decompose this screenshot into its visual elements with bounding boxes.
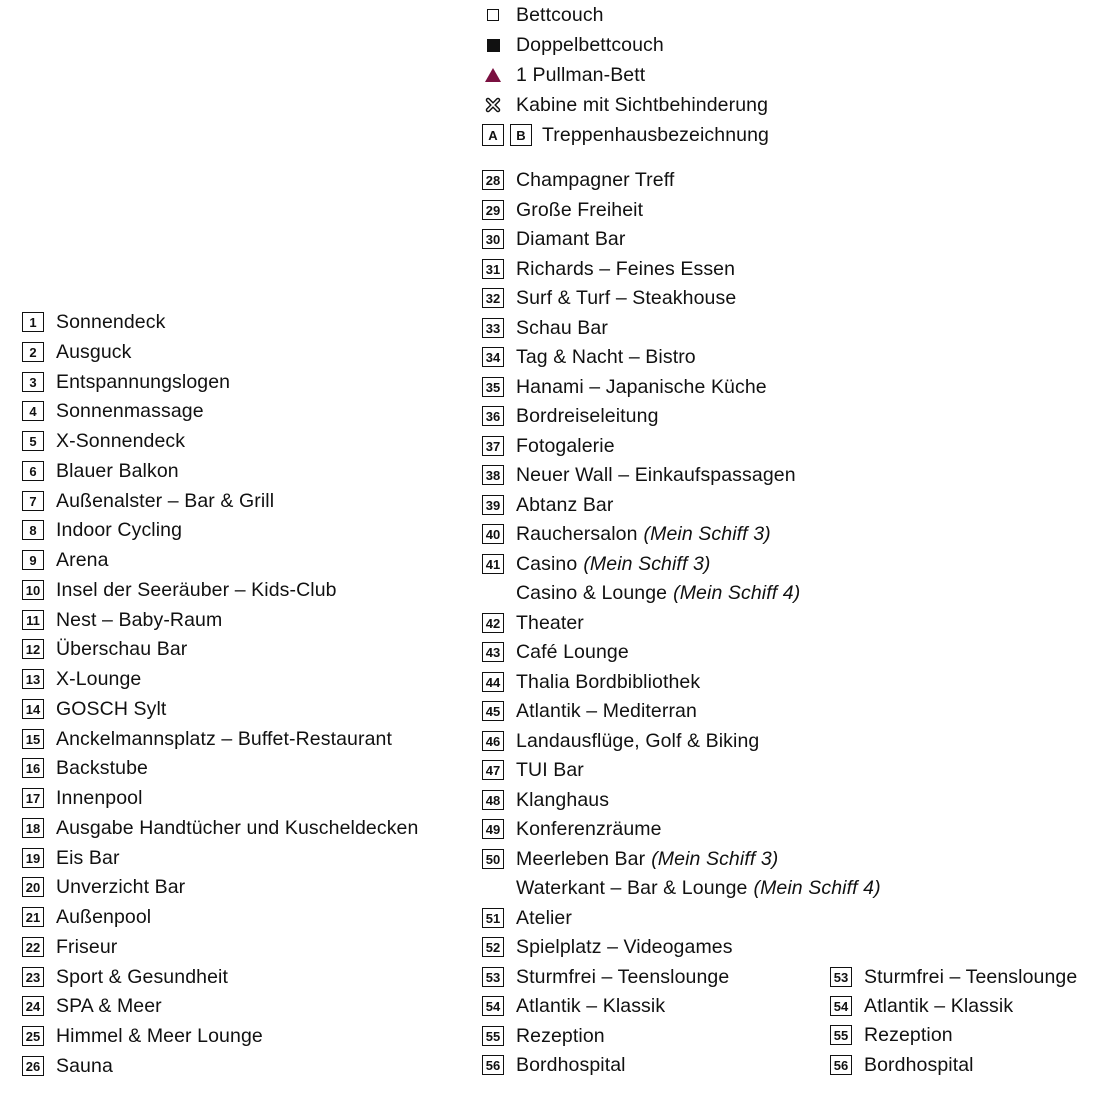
- list-item: [482, 757, 584, 783]
- item-number-badge: 12: [22, 639, 44, 659]
- item-number-badge: 19: [22, 848, 44, 868]
- item-label: [516, 671, 700, 694]
- item-label-text: Theater: [516, 611, 584, 634]
- item-label: [516, 936, 733, 959]
- item-label-text: Richards – Feines Essen: [516, 257, 736, 280]
- item-label: [516, 376, 767, 399]
- item-number-badge: 56: [482, 1055, 504, 1075]
- item-label-text: Waterkant – Bar & Lounge: [516, 876, 748, 899]
- item-label: [516, 228, 625, 251]
- item-number-badge: 55: [482, 1026, 504, 1046]
- list-item: [482, 521, 771, 547]
- item-number-badge: 40: [482, 524, 504, 544]
- item-note: (Mein Schiff 4): [753, 876, 881, 899]
- triangle-icon: [482, 65, 504, 85]
- item-number-badge: 3: [22, 372, 44, 392]
- item-label-text: Ausguck: [56, 340, 132, 363]
- list-item: [22, 636, 187, 662]
- item-number-badge: 28: [482, 170, 504, 190]
- item-label-text: Abtanz Bar: [516, 493, 614, 516]
- list-item: [482, 374, 767, 400]
- item-label-text: Sonnendeck: [56, 310, 166, 333]
- item-number-badge: 46: [482, 731, 504, 751]
- list-item: [482, 315, 608, 341]
- list-item: [482, 1052, 626, 1078]
- list-item: [22, 309, 165, 335]
- item-number-badge: 13: [22, 669, 44, 689]
- item-number-badge: 54: [830, 996, 852, 1016]
- item-label: [864, 995, 1013, 1018]
- list-item: [22, 845, 120, 871]
- list-item: [22, 398, 204, 424]
- item-number-badge: 38: [482, 465, 504, 485]
- list-item: [22, 1023, 263, 1049]
- item-label-text: Anckelmannsplatz – Buffet-Restaurant: [56, 727, 393, 750]
- item-label: [864, 1024, 953, 1047]
- item-label: [56, 966, 228, 989]
- item-label-text: Sauna: [56, 1054, 113, 1077]
- list-item: [22, 577, 337, 603]
- item-number-badge: 21: [22, 907, 44, 927]
- list-item: [482, 993, 665, 1019]
- item-label-text: Rauchersalon: [516, 522, 638, 545]
- stair-b-badge: B: [510, 124, 532, 146]
- item-label-text: Außenalster – Bar & Grill: [56, 489, 275, 512]
- item-number-badge: 45: [482, 701, 504, 721]
- item-number-badge: 5: [22, 431, 44, 451]
- list-item: [482, 167, 674, 193]
- item-label-text: Überschau Bar: [56, 637, 188, 660]
- list-item: [482, 669, 700, 695]
- item-label-text: Rezeption: [516, 1024, 605, 1047]
- list-item: [22, 726, 392, 752]
- item-label-text: Friseur: [56, 935, 118, 958]
- item-label: [56, 430, 185, 453]
- item-label: [56, 490, 274, 513]
- item-number-badge: 34: [482, 347, 504, 367]
- item-label-text: Große Freiheit: [516, 198, 644, 221]
- item-label: [516, 730, 759, 753]
- item-number-badge: 26: [22, 1056, 44, 1076]
- item-label-text: Sturmfrei – Teenslounge: [864, 965, 1078, 988]
- list-item: [22, 755, 148, 781]
- item-label: [56, 728, 392, 751]
- item-label-text: Spielplatz – Videogames: [516, 935, 733, 958]
- item-label-text: Casino: [516, 552, 578, 575]
- item-label-text: Blauer Balkon: [56, 459, 179, 482]
- item-label: [56, 757, 148, 780]
- item-number-badge: 41: [482, 554, 504, 574]
- list-item: [482, 197, 643, 223]
- item-label: [516, 641, 629, 664]
- item-label: [516, 1025, 605, 1048]
- item-note: (Mein Schiff 4): [673, 581, 801, 604]
- item-label-text: Atlantik – Klassik: [516, 994, 666, 1017]
- list-item: [22, 1053, 113, 1079]
- item-label-text: TUI Bar: [516, 758, 584, 781]
- item-label: [516, 1054, 626, 1077]
- list-item: [22, 339, 132, 365]
- list-item: [22, 964, 228, 990]
- item-label: [56, 460, 179, 483]
- item-label: [56, 817, 418, 840]
- item-label-text: Casino & Lounge: [516, 581, 668, 604]
- item-label-text: Unverzicht Bar: [56, 875, 186, 898]
- item-label-text: Bordhospital: [516, 1053, 626, 1076]
- item-number-badge: 24: [22, 996, 44, 1016]
- item-label-text: Sport & Gesundheit: [56, 965, 228, 988]
- item-number-badge: 43: [482, 642, 504, 662]
- legend-label: Treppenhausbezeichnung: [542, 123, 769, 146]
- item-label-text: Entspannungslogen: [56, 370, 231, 393]
- list-item: [482, 610, 584, 636]
- item-label: [516, 907, 572, 930]
- item-number-badge: 47: [482, 760, 504, 780]
- item-label-text: Atlantik – Mediterran: [516, 699, 697, 722]
- list-item: [22, 904, 151, 930]
- list-item: [482, 728, 759, 754]
- legend-label: Bettcouch: [516, 3, 604, 26]
- item-number-badge: 53: [482, 967, 504, 987]
- item-label-text: Neuer Wall – Einkaufspassagen: [516, 463, 796, 486]
- list-item: [22, 696, 166, 722]
- filled-square-icon: [482, 35, 504, 55]
- item-label-text: Landausflüge, Golf & Biking: [516, 729, 760, 752]
- item-label-text: Fotogalerie: [516, 434, 615, 457]
- list-item: [482, 492, 613, 518]
- item-label: [516, 287, 736, 310]
- list-item: [22, 517, 182, 543]
- list-item: [22, 785, 143, 811]
- item-number-badge: 54: [482, 996, 504, 1016]
- item-number-badge: 15: [22, 729, 44, 749]
- item-label: [56, 638, 187, 661]
- list-item: [22, 815, 418, 841]
- item-label: [56, 876, 185, 899]
- list-item: [482, 226, 625, 252]
- item-number-badge: 55: [830, 1025, 852, 1045]
- list-item: [830, 1052, 974, 1078]
- item-label: [516, 818, 662, 841]
- item-label-text: Ausgabe Handtücher und Kuscheldecken: [56, 816, 419, 839]
- list-item: [482, 1023, 605, 1049]
- item-number-badge: 42: [482, 613, 504, 633]
- obstructed-view-icon: [482, 95, 504, 115]
- legend-obstructed-view: [482, 92, 768, 118]
- item-label: [56, 371, 230, 394]
- item-number-badge: [482, 878, 504, 898]
- item-label: [56, 549, 109, 572]
- item-label: [516, 877, 881, 900]
- item-note: (Mein Schiff 3): [651, 847, 779, 870]
- item-label: [56, 341, 132, 364]
- legend-sofa-bed: [482, 2, 604, 28]
- item-label-text: Klanghaus: [516, 788, 610, 811]
- list-item: [22, 488, 274, 514]
- item-number-badge: 39: [482, 495, 504, 515]
- item-label-text: Arena: [56, 548, 109, 571]
- item-number-badge: 36: [482, 406, 504, 426]
- item-number-badge: 23: [22, 967, 44, 987]
- legend-double-sofa-bed: [482, 32, 664, 58]
- item-number-badge: 16: [22, 758, 44, 778]
- item-label: [516, 553, 711, 576]
- item-label-text: Indoor Cycling: [56, 518, 183, 541]
- item-label-text: GOSCH Sylt: [56, 697, 167, 720]
- legend-label: Kabine mit Sichtbehinderung: [516, 93, 769, 116]
- item-number-badge: 53: [830, 967, 852, 987]
- item-label: [516, 405, 659, 428]
- item-label-text: Meerleben Bar: [516, 847, 646, 870]
- item-label: [516, 494, 613, 517]
- item-label-text: X-Sonnendeck: [56, 429, 186, 452]
- list-item: [482, 462, 796, 488]
- item-number-badge: 32: [482, 288, 504, 308]
- list-item: [22, 934, 117, 960]
- item-label-text: Backstube: [56, 756, 148, 779]
- list-item: [482, 551, 711, 577]
- list-item: [830, 964, 1077, 990]
- item-label: [56, 519, 182, 542]
- item-label-text: Atlantik – Klassik: [864, 994, 1014, 1017]
- item-number-badge: 51: [482, 908, 504, 928]
- item-number-badge: 8: [22, 520, 44, 540]
- item-label: [516, 464, 796, 487]
- legend-label: 1 Pullman-Bett: [516, 63, 646, 86]
- item-number-badge: 44: [482, 672, 504, 692]
- item-label: [56, 668, 141, 691]
- item-label: [56, 400, 204, 423]
- item-label-text: Surf & Turf – Steakhouse: [516, 286, 737, 309]
- item-number-badge: 56: [830, 1055, 852, 1075]
- list-item: [22, 993, 162, 1019]
- item-label-text: Tag & Nacht – Bistro: [516, 345, 696, 368]
- item-number-badge: 33: [482, 318, 504, 338]
- list-item: [482, 846, 778, 872]
- list-item: [482, 403, 659, 429]
- item-label: [516, 966, 729, 989]
- item-label: [516, 582, 800, 605]
- item-number-badge: 10: [22, 580, 44, 600]
- item-label-text: Diamant Bar: [516, 227, 626, 250]
- item-label-text: Sonnenmassage: [56, 399, 204, 422]
- item-label: [516, 759, 584, 782]
- item-label: [516, 317, 608, 340]
- item-label: [516, 523, 771, 546]
- list-item: [22, 666, 141, 692]
- item-number-badge: 29: [482, 200, 504, 220]
- item-label-text: Insel der Seeräuber – Kids-Club: [56, 578, 337, 601]
- item-label: [56, 847, 120, 870]
- stair-a-badge: A: [482, 124, 504, 146]
- item-label: [56, 698, 166, 721]
- item-label: [516, 995, 665, 1018]
- item-number-badge: 6: [22, 461, 44, 481]
- item-label: [516, 169, 674, 192]
- item-label-text: X-Lounge: [56, 667, 142, 690]
- item-label: [56, 1055, 113, 1078]
- item-number-badge: 48: [482, 790, 504, 810]
- item-label-text: Eis Bar: [56, 846, 120, 869]
- list-item: [482, 344, 696, 370]
- item-label: [864, 1054, 974, 1077]
- item-number-badge: 20: [22, 877, 44, 897]
- list-item: [482, 580, 800, 606]
- item-label-text: Thalia Bordbibliothek: [516, 670, 701, 693]
- item-label: [56, 995, 162, 1018]
- item-number-badge: 17: [22, 788, 44, 808]
- item-label-text: Hanami – Japanische Küche: [516, 375, 767, 398]
- item-label: [516, 612, 584, 635]
- item-label-text: Konferenzräume: [516, 817, 662, 840]
- item-number-badge: 7: [22, 491, 44, 511]
- item-label-text: Sturmfrei – Teenslounge: [516, 965, 730, 988]
- item-number-badge: 18: [22, 818, 44, 838]
- item-note: (Mein Schiff 3): [583, 552, 711, 575]
- item-number-badge: [482, 583, 504, 603]
- item-number-badge: 35: [482, 377, 504, 397]
- list-item: [482, 875, 881, 901]
- list-item: [830, 1022, 953, 1048]
- item-label-text: Rezeption: [864, 1023, 953, 1046]
- item-label: [516, 199, 643, 222]
- item-number-badge: 49: [482, 819, 504, 839]
- item-label-text: SPA & Meer: [56, 994, 162, 1017]
- list-item: [22, 458, 179, 484]
- list-item: [482, 816, 662, 842]
- list-item: [830, 993, 1013, 1019]
- list-item: [22, 607, 222, 633]
- legend-label: Doppelbettcouch: [516, 33, 664, 56]
- list-item: [22, 547, 109, 573]
- item-number-badge: 22: [22, 937, 44, 957]
- list-item: [482, 433, 615, 459]
- item-note: (Mein Schiff 3): [643, 522, 771, 545]
- item-label: [516, 258, 735, 281]
- list-item: [482, 905, 572, 931]
- item-label: [516, 435, 615, 458]
- item-number-badge: 1: [22, 312, 44, 332]
- item-label-text: Schau Bar: [516, 316, 608, 339]
- list-item: [482, 285, 736, 311]
- legend-stairwell: [482, 122, 769, 148]
- item-label: [864, 966, 1077, 989]
- item-label-text: Champagner Treff: [516, 168, 675, 191]
- item-label: [516, 789, 609, 812]
- item-number-badge: 2: [22, 342, 44, 362]
- item-number-badge: 37: [482, 436, 504, 456]
- item-label: [516, 848, 778, 871]
- item-label-text: Außenpool: [56, 905, 152, 928]
- item-label: [56, 311, 165, 334]
- list-item: [22, 874, 185, 900]
- item-label-text: Atelier: [516, 906, 572, 929]
- list-item: [482, 787, 609, 813]
- item-label-text: Bordhospital: [864, 1053, 974, 1076]
- item-label: [516, 346, 696, 369]
- item-label-text: Nest – Baby-Raum: [56, 608, 223, 631]
- empty-square-icon: [482, 5, 504, 25]
- item-number-badge: 25: [22, 1026, 44, 1046]
- list-item: [22, 428, 185, 454]
- item-number-badge: 9: [22, 550, 44, 570]
- item-label-text: Himmel & Meer Lounge: [56, 1024, 263, 1047]
- item-number-badge: 50: [482, 849, 504, 869]
- item-label: [56, 1025, 263, 1048]
- item-number-badge: 31: [482, 259, 504, 279]
- legend-pullman-bed: [482, 62, 645, 88]
- item-number-badge: 14: [22, 699, 44, 719]
- list-item: [482, 964, 729, 990]
- item-label: [56, 906, 151, 929]
- item-label: [56, 609, 222, 632]
- item-number-badge: 52: [482, 937, 504, 957]
- item-label-text: Café Lounge: [516, 640, 629, 663]
- list-item: [482, 698, 697, 724]
- list-item: [482, 639, 629, 665]
- item-label: [56, 787, 143, 810]
- list-item: [22, 369, 230, 395]
- item-label: [56, 579, 337, 602]
- list-item: [482, 934, 733, 960]
- item-label-text: Innenpool: [56, 786, 143, 809]
- item-number-badge: 30: [482, 229, 504, 249]
- item-label: [516, 700, 697, 723]
- item-label-text: Bordreiseleitung: [516, 404, 659, 427]
- item-label: [56, 936, 117, 959]
- item-number-badge: 11: [22, 610, 44, 630]
- list-item: [482, 256, 735, 282]
- item-number-badge: 4: [22, 401, 44, 421]
